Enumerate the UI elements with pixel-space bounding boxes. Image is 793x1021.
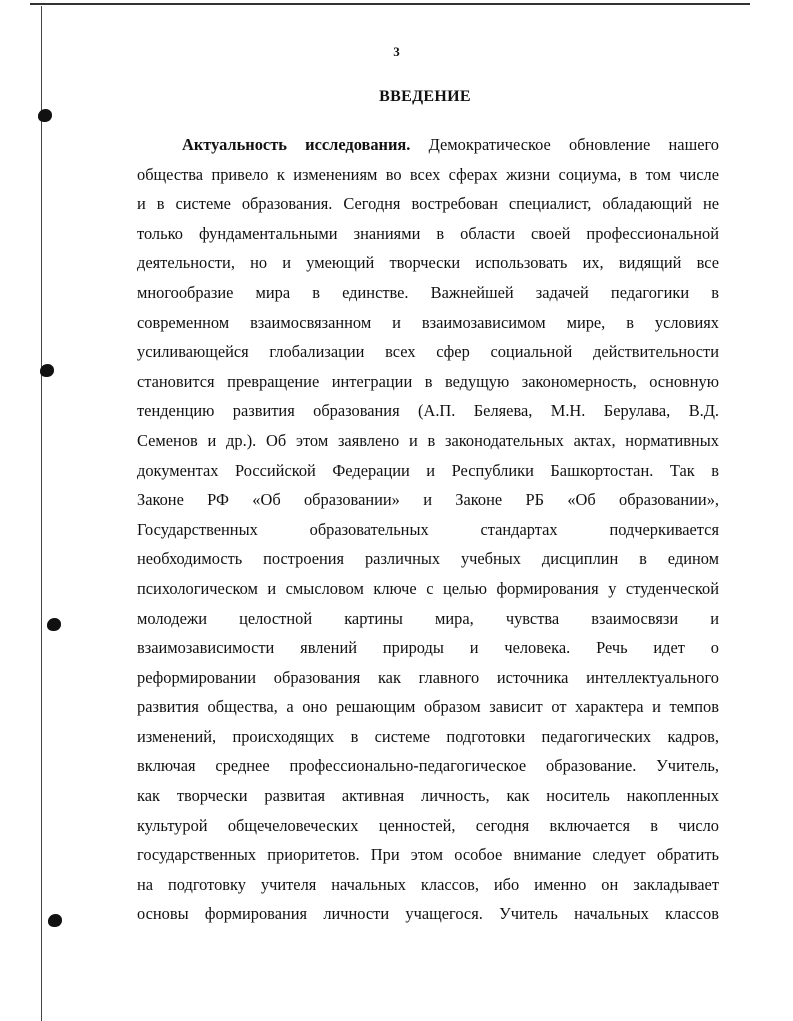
binding-hole-mark [38, 109, 52, 122]
text-line: необходимость построения различных учебных дисциплин в едином [137, 549, 719, 569]
scan-top-edge [30, 3, 750, 5]
text-line: как творчески развитая активная личность, как носитель накопленных [137, 786, 719, 806]
text-line: Законе РФ «Об образовании» и Законе РБ «Об образовании», [137, 490, 719, 510]
text-line: современном взаимосвязанном и взаимозависимом мире, в условиях [137, 312, 719, 332]
text-line: взаимозависимости явлений природы и человека. Речь идет о [137, 638, 719, 658]
text-line: Семенов и др.). Об этом заявлено и в законодательных актах, нормативных [137, 430, 719, 450]
text-line: культурой общечеловеческих ценностей, сегодня включается в число [137, 815, 719, 835]
text-line: изменений, происходящих в системе подготовки педагогических кадров, [137, 726, 719, 746]
text-line: усиливающейся глобализации всех сфер социальной действительности [137, 342, 719, 362]
text-line: молодежи целостной картины мира, чувства взаимосвязи и [137, 608, 719, 628]
page-title: ВВЕДЕНИЕ [379, 88, 471, 105]
text-line: реформировании образования как главного источника интеллектуального [137, 667, 719, 687]
text-line: общества привело к изменениям во всех сферах жизни социума, в том числе [137, 164, 719, 184]
lead-phrase: Актуальность исследования. [182, 135, 411, 154]
text-line: государственных приоритетов. При этом особое внимание следует обратить [137, 845, 719, 865]
text-line: деятельности, но и умеющий творчески использовать их, видящий все [137, 253, 719, 273]
text-line: основы формирования личности учащегося. Учитель начальных классов [137, 904, 719, 924]
text-line: только фундаментальными знаниями в области своей профессиональной [137, 223, 719, 243]
text-line: на подготовку учителя начальных классов, ибо именно он закладывает [137, 874, 719, 894]
text-line: и в системе образования. Сегодня востребован специалист, обладающий не [137, 194, 719, 214]
text-line: документах Российской Федерации и Республики Башкортостан. Так в [137, 460, 719, 480]
text-line: включая среднее профессионально-педагогическое образование. Учитель, [137, 756, 719, 776]
page-number: 3 [393, 44, 400, 59]
text-line: Государственных образовательных стандартах подчеркивается [137, 519, 719, 539]
binding-hole-mark [48, 914, 62, 927]
scan-left-edge [41, 6, 42, 1021]
first-line-text: Демократическое обновление нашего [428, 135, 719, 154]
body-paragraph [137, 130, 719, 929]
text-line: развития общества, а оно решающим образом зависит от характера и темпов [137, 697, 719, 717]
text-line: тенденцию развития образования (А.П. Беляева, М.Н. Берулава, В.Д. [137, 401, 719, 421]
binding-hole-mark [47, 618, 61, 631]
text-line: становится превращение интеграции в ведущую закономерность, основную [137, 371, 719, 391]
binding-hole-mark [40, 364, 54, 377]
paragraph-first-line [137, 130, 719, 160]
text-line: многообразие мира в единстве. Важнейшей задачей педагогики в [137, 282, 719, 302]
text-line: психологическом и смысловом ключе с целью формирования у студенческой [137, 578, 719, 598]
